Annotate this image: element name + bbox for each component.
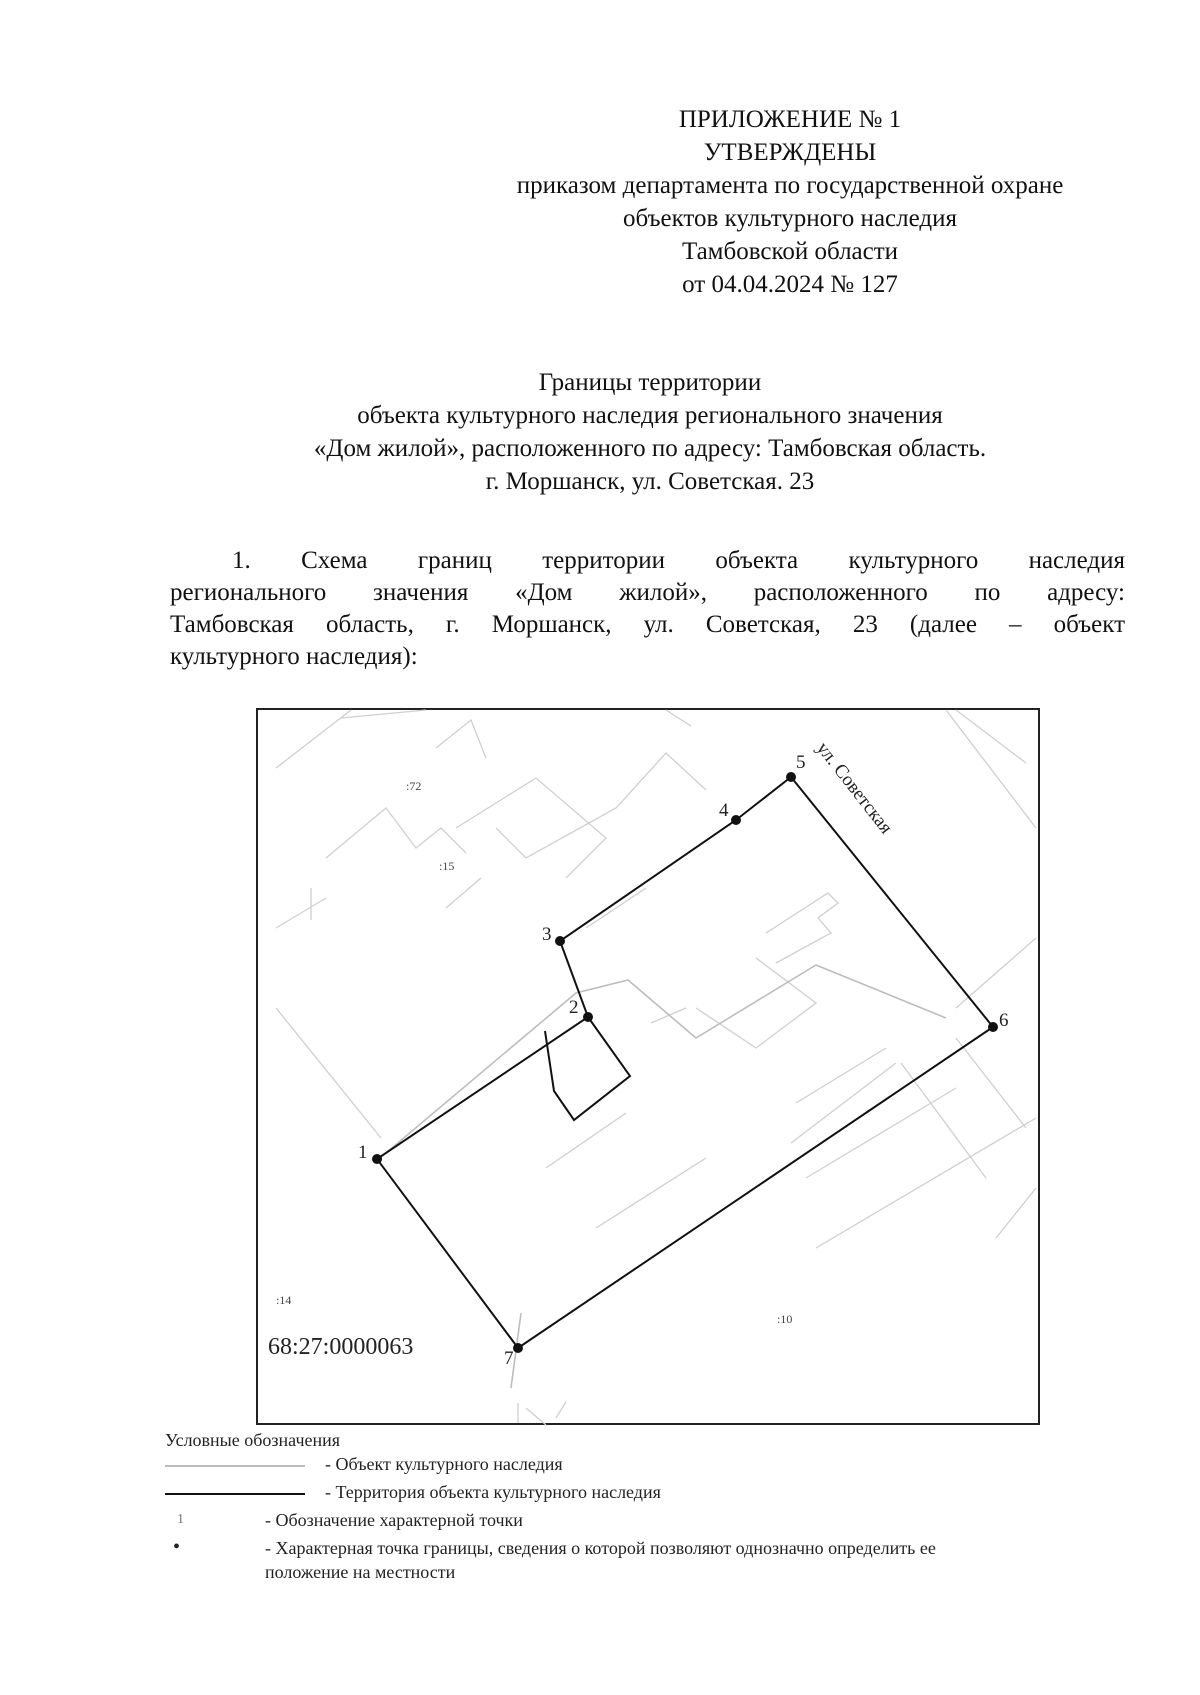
paragraph-line-1: 1. Схема границ территории объекта культурного наследия (232, 547, 1125, 574)
point-label-3: 3 (542, 924, 552, 945)
point-label-5: 5 (796, 752, 806, 773)
legend-object-symbol (165, 1461, 310, 1471)
boundary-point-5 (786, 772, 796, 782)
legend-object-label: - Объект культурного наследия (325, 1454, 563, 1474)
boundary-map (256, 708, 1040, 1425)
legend-boundary-point-label-cont: положение на местности (265, 1562, 456, 1582)
title-line-4: г. Моршанск, ул. Советская. 23 (485, 468, 815, 495)
approval-block (460, 103, 1120, 301)
boundary-point-2 (583, 1012, 593, 1022)
order-date-number: от 04.04.2024 № 127 (682, 271, 898, 298)
cadastral-quarter-number: 68:27:0000063 (268, 1334, 414, 1360)
boundary-point-4 (731, 815, 741, 825)
order-issuer: приказом департамента по государственной охране (516, 172, 1064, 199)
point-label-2: 2 (569, 997, 579, 1018)
street-label: ул. Советская (812, 738, 897, 838)
parcel-label-15: :15 (439, 859, 455, 873)
order-issuer-cont: объектов культурного наследия (623, 205, 957, 232)
legend-title: Условные обозначения (165, 1430, 341, 1450)
legend-territory-label: - Территория объекта культурного наследия (325, 1482, 661, 1502)
legend-territory-symbol (165, 1489, 310, 1499)
paragraph-line-2: регионального значения «Дом жилой», расположенного по адресу: (170, 579, 1125, 606)
legend-point-designation-symbol: 1 (177, 1512, 184, 1527)
section-paragraph (170, 545, 1125, 673)
title-line-2: объекта культурного наследия регионального значения (357, 402, 943, 429)
point-label-6: 6 (999, 1010, 1009, 1031)
legend-point-designation-label: - Обозначение характерной точки (265, 1510, 523, 1530)
legend-boundary-point-label: - Характерная точка границы, сведения о которой позволяют однозначно определить ее (265, 1538, 936, 1558)
parcel-label-10: :10 (777, 1312, 793, 1326)
boundary-point-3 (555, 936, 565, 946)
order-region: Тамбовской области (681, 238, 899, 265)
parcel-label-14: :14 (276, 1293, 292, 1307)
paragraph-line-3: Тамбовская область, г. Моршанск, ул. Советская, 23 (далее – объект (170, 611, 1125, 638)
boundary-point-6 (988, 1022, 998, 1032)
point-label-7: 7 (504, 1348, 514, 1369)
boundary-point-7 (513, 1343, 523, 1353)
boundary-point-1 (372, 1154, 382, 1164)
approved-label: УТВЕРЖДЕНЫ (703, 139, 877, 166)
point-label-4: 4 (719, 800, 729, 821)
paragraph-line-4: культурного наследия): (170, 643, 418, 670)
legend-boundary-point-symbol: • (173, 1536, 181, 1558)
point-label-1: 1 (358, 1142, 368, 1163)
appendix-number: ПРИЛОЖЕНИЕ № 1 (678, 106, 902, 133)
map-frame (257, 709, 1039, 1424)
document-title (120, 366, 1180, 498)
parcel-label-72: :72 (406, 779, 422, 793)
title-line-3: «Дом жилой», расположенного по адресу: Тамбовская область. (313, 435, 987, 462)
title-line-1: Границы территории (538, 369, 762, 396)
